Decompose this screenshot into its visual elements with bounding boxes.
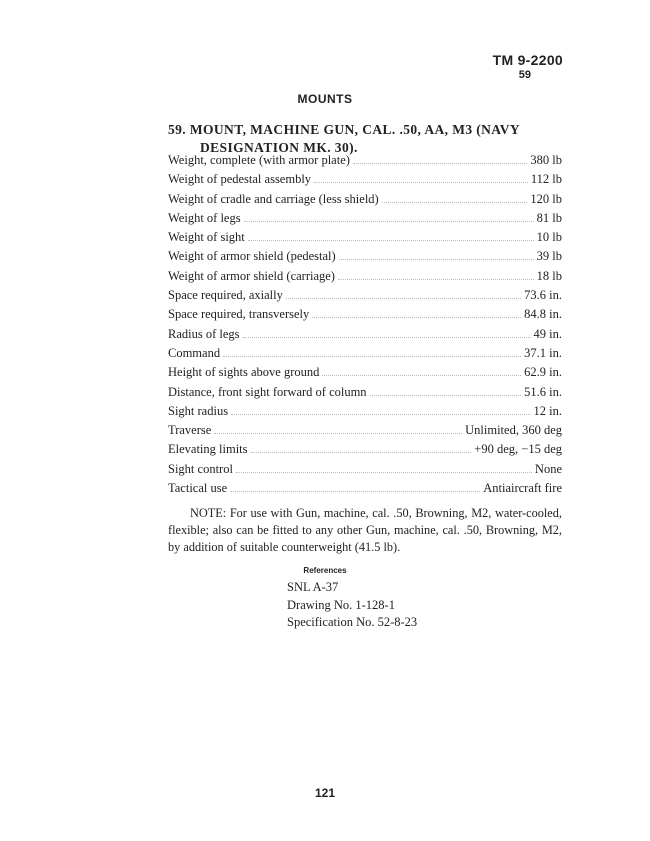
spec-row [168,462,562,481]
spec-value: 112 lb [530,172,562,187]
dot-leader [236,472,532,473]
spec-value: 380 lb [530,153,562,167]
dot-leader [314,182,528,183]
reference-item: Drawing No. 1-128-1 [287,597,395,612]
dot-leader [214,433,462,434]
dot-leader [223,356,521,357]
spec-label: Tactical use [168,481,228,496]
spec-value: 10 lb [536,230,562,245]
spec-value: 12 in. [533,403,562,418]
dot-leader [251,452,472,453]
spec-value: +90 deg, −15 deg [474,442,562,457]
spec-row [168,442,562,461]
spec-label: Sight control [168,461,233,476]
spec-row [168,346,562,365]
spec-label: Weight, complete (with armor plate) [168,153,350,167]
dot-leader [243,337,531,338]
note-paragraph: NOTE: For use with Gun, machine, cal. .50, Browning, M2, water-cooled, flexible; also can be fitted to any other Gun, machine, cal. .50, Browning, M2, by addition of suitable counterweight (41.5 lb). [168,506,562,554]
spec-row [168,211,562,230]
spec-value: 37.1 in. [524,345,562,360]
spec-value: 84.8 in. [524,307,562,322]
item-heading-line-2: DESIGNATION MK. 30). [200,140,358,155]
references-title: References [303,566,347,575]
spec-row [168,153,562,172]
spec-row [168,423,562,442]
spec-label: Command [168,345,221,360]
spec-row [168,192,562,211]
spec-value: 51.6 in. [524,384,562,399]
spec-row [168,288,562,307]
spec-row [168,327,562,346]
spec-row [168,404,562,423]
spec-value: 39 lb [536,249,562,264]
spec-value: 18 lb [536,268,562,283]
dot-leader [231,414,530,415]
technical-manual-number: TM 9-2200 [492,52,563,68]
spec-label: Weight of sight [168,230,245,245]
spec-value: 120 lb [530,191,562,206]
dot-leader [322,375,521,376]
dot-leader [312,317,521,318]
spec-label: Elevating limits [168,442,248,457]
spec-value: 62.9 in. [524,365,562,380]
dot-leader [338,279,534,280]
reference-item: SNL A-37 [287,580,339,594]
spec-label: Weight of armor shield (pedestal) [168,249,336,264]
dot-leader [382,202,528,203]
spec-row [168,172,562,191]
item-heading-line-1: 59. MOUNT, MACHINE GUN, CAL. .50, AA, M3 (NAVY [168,122,521,137]
spec-label: Space required, axially [168,288,283,303]
page-number: 121 [314,786,336,800]
spec-label: Weight of armor shield (carriage) [168,268,335,283]
specification-list [168,153,562,500]
spec-label: Sight radius [168,403,229,418]
spec-value: 73.6 in. [524,288,562,303]
spec-row [168,481,562,500]
spec-row [168,365,562,384]
section-title: MOUNTS [297,92,353,106]
dot-leader [230,491,480,492]
spec-value: 49 in. [533,326,562,341]
dot-leader [248,240,534,241]
spec-label: Distance, front sight forward of column [168,384,367,399]
dot-leader [370,395,522,396]
reference-item: Specification No. 52-8-23 [287,615,418,629]
spec-label: Height of sights above ground [168,365,320,380]
spec-label: Weight of legs [168,210,241,225]
spec-label: Radius of legs [168,326,240,341]
spec-label: Weight of pedestal assembly [168,172,312,187]
spec-label: Space required, transversely [168,307,310,322]
spec-value: None [534,461,562,476]
spec-row [168,307,562,326]
dot-leader [339,259,534,260]
spec-value: Antiaircraft fire [483,481,562,496]
spec-value: 81 lb [536,210,562,225]
dot-leader [353,163,527,164]
spec-row [168,230,562,249]
references-list [287,579,417,632]
spec-label: Weight of cradle and carriage (less shield) [168,191,379,206]
spec-value: Unlimited, 360 deg [465,423,562,438]
dot-leader [286,298,521,299]
spec-row [168,249,562,268]
paragraph-number: 59 [518,69,531,81]
item-heading [168,121,563,157]
spec-row [168,269,562,288]
dot-leader [244,221,534,222]
spec-label: Traverse [168,423,212,438]
spec-row [168,385,562,404]
